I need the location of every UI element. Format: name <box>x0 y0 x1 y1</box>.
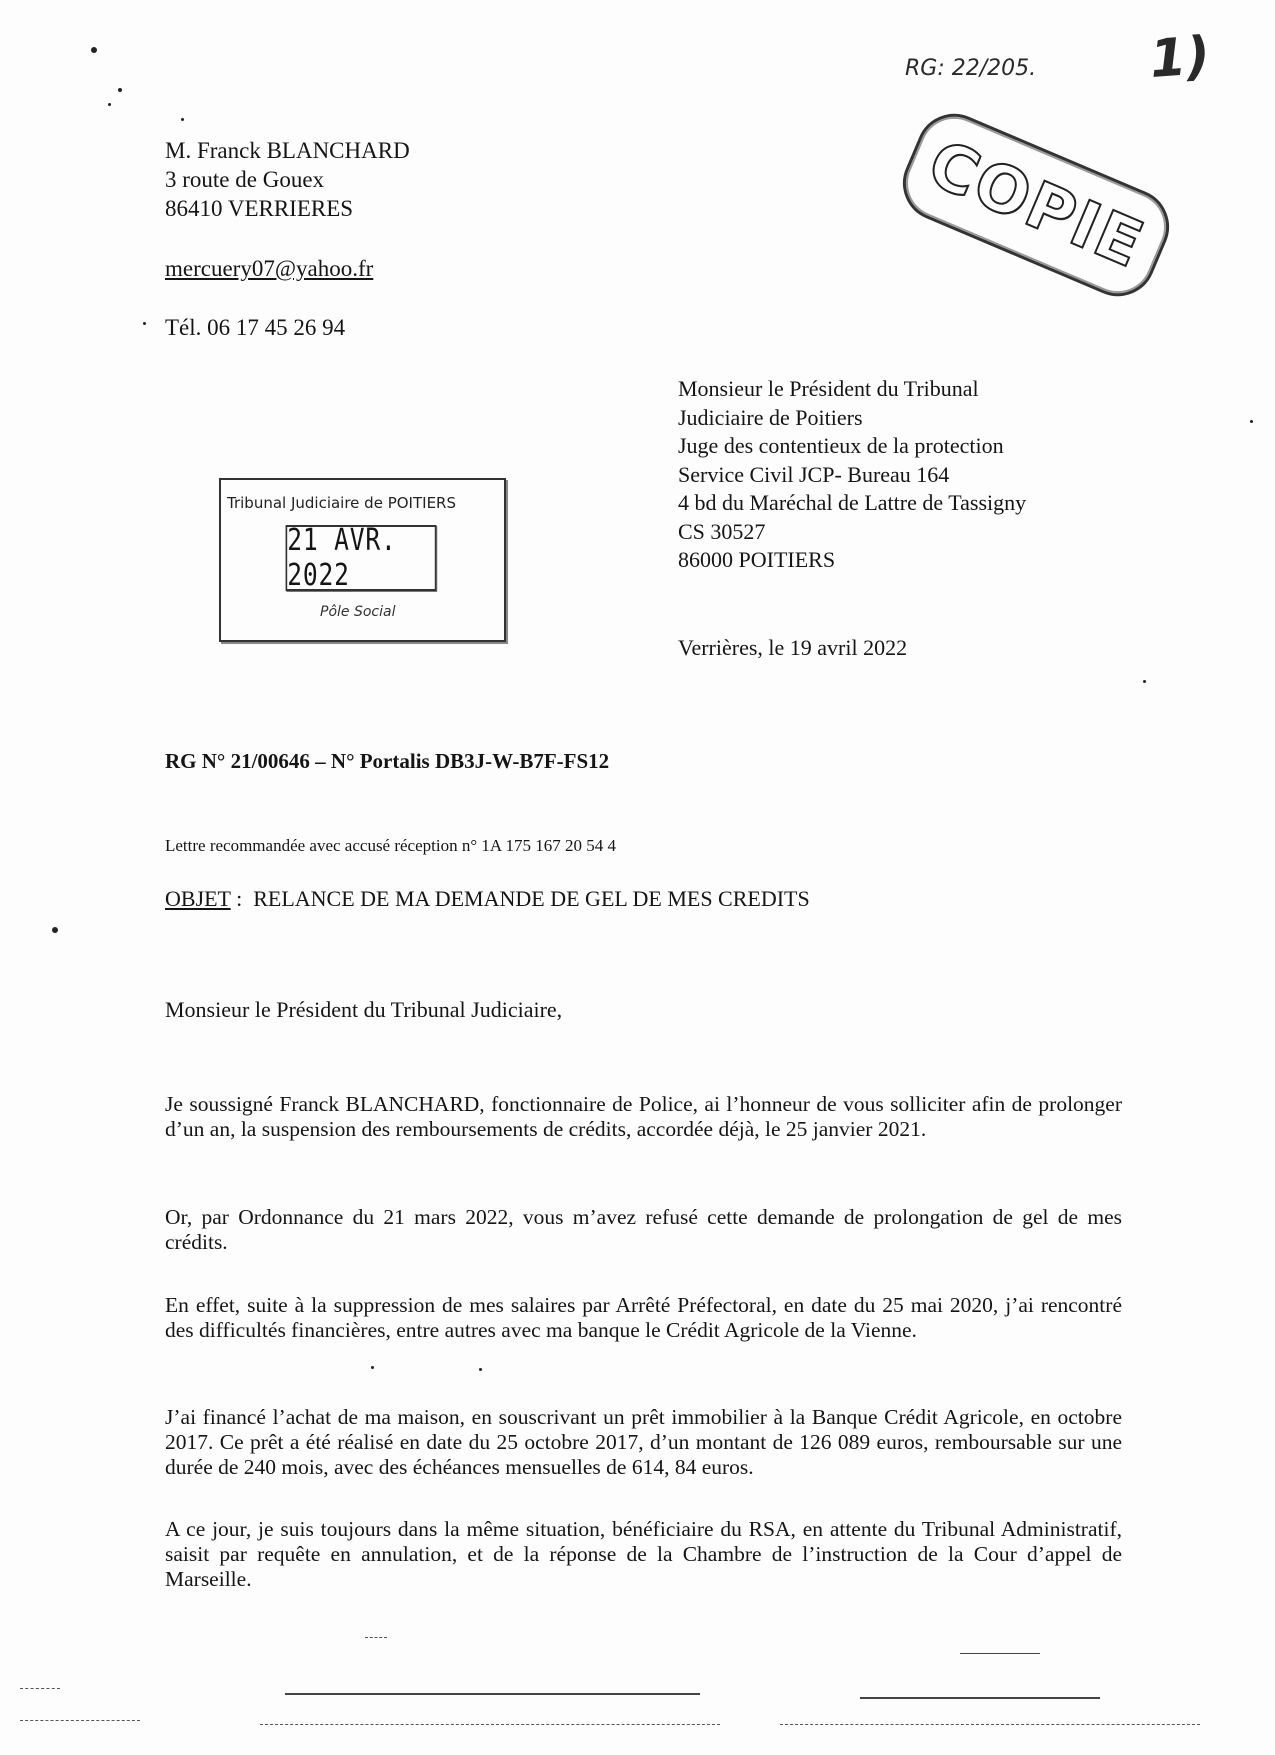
body-paragraph: Or, par Ordonnance du 21 mars 2022, vous m’avez refusé cette demande de prolongation de gel de mes crédits. <box>165 1205 1122 1254</box>
object-text: RELANCE DE MA DEMANDE DE GEL DE MES CREDITS <box>253 886 810 911</box>
sender-street: 3 route de Gouex <box>165 167 325 192</box>
scan-speck <box>143 322 146 325</box>
case-reference: RG N° 21/00646 – N° Portalis DB3J-W-B7F-FS12 <box>165 749 610 773</box>
recipient-address <box>678 375 1026 575</box>
handwritten-page-mark: 1) <box>1147 25 1212 91</box>
handwritten-rg-note: RG: 22/205. <box>905 56 1037 81</box>
recipient-line: Monsieur le Président du Tribunal <box>678 376 979 401</box>
tribunal-reception-stamp <box>219 478 506 642</box>
body-paragraph: Je soussigné Franck BLANCHARD, fonctionnaire de Police, ai l’honneur de vous solliciter afin de prolonger d’un an, la suspension des remboursements de crédits, accordée déjà, le 25 janvier 2021. <box>165 1092 1122 1141</box>
scan-line <box>20 1688 60 1689</box>
sender-phone: Tél. 06 17 45 26 94 <box>165 315 346 340</box>
recipient-line: 86000 POITIERS <box>678 547 836 572</box>
body-paragraph: A ce jour, je suis toujours dans la même situation, bénéficiaire du RSA, en attente du Tribunal Administratif, saisit par requête en annulation, et de la réponse de la Chambre de l’instruction de la Cour d’appel de Marseille. <box>165 1517 1122 1591</box>
scan-speck <box>371 1366 374 1369</box>
scan-speck <box>181 118 184 121</box>
scan-line <box>860 1697 1100 1699</box>
scan-speck <box>118 88 122 92</box>
object-line <box>165 886 810 912</box>
scan-line <box>780 1724 1200 1725</box>
salutation: Monsieur le Président du Tribunal Judiciaire, <box>165 997 563 1022</box>
body-paragraph: En effet, suite à la suppression de mes salaires par Arrêté Préfectoral, en date du 25 mai 2020, j’ai rencontré des difficultés financières, entre autres avec ma banque le Crédit Agricole de la Vienne. <box>165 1293 1122 1342</box>
scan-speck <box>52 927 58 933</box>
recipient-line: Juge des contentieux de la protection <box>678 433 1004 458</box>
copie-stamp: COPIE <box>891 102 1181 308</box>
scan-speck <box>1250 420 1253 423</box>
scan-line <box>365 1637 387 1638</box>
recipient-line: 4 bd du Maréchal de Lattre de Tassigny <box>678 490 1027 515</box>
stamp-date: 21 AVR. 2022 <box>286 525 437 591</box>
scan-line <box>20 1720 140 1721</box>
stamp-footer: Pôle Social <box>320 604 396 620</box>
scan-speck <box>1143 680 1146 683</box>
scan-speck <box>108 103 111 106</box>
scan-line <box>960 1653 1040 1654</box>
body-paragraph: J’ai financé l’achat de ma maison, en souscrivant un prêt immobilier à la Banque Crédit Agricole, en octobre 2017. Ce prêt a été réalisé en date du 25 octobre 2017, d’un montant de 126 089 euros, remboursable sur une durée de 240 mois, avec des échéances mensuelles de 614, 84 euros. <box>165 1405 1122 1479</box>
scan-speck <box>479 1368 482 1371</box>
place-date: Verrières, le 19 avril 2022 <box>678 635 908 660</box>
scan-speck <box>91 47 97 53</box>
recipient-line: CS 30527 <box>678 518 766 544</box>
sender-city: 86410 VERRIERES <box>165 196 354 221</box>
recipient-line: Judiciaire de Poitiers <box>678 404 863 430</box>
object-label: OBJET <box>165 886 231 911</box>
registered-letter-number: Lettre recommandée avec accusé réception n° 1A 175 167 20 54 4 <box>165 836 616 855</box>
scan-line <box>260 1724 720 1725</box>
recipient-line: Service Civil JCP- Bureau 164 <box>678 461 950 487</box>
sender-name: M. Franck BLANCHARD <box>165 138 410 163</box>
sender-email: mercuery07@yahoo.fr <box>165 256 374 281</box>
stamp-title: Tribunal Judiciaire de POITIERS <box>227 494 456 512</box>
object-colon: : <box>230 886 254 911</box>
scan-line <box>285 1693 700 1695</box>
